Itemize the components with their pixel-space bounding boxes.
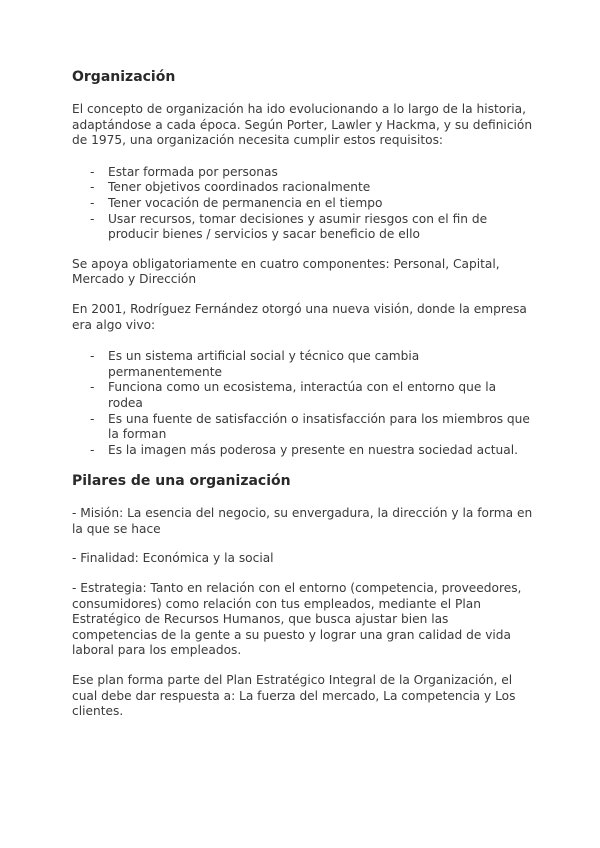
list-item-text: Es la imagen más poderosa y presente en nuestra sociedad actual.	[108, 442, 519, 457]
list-item	[72, 349, 534, 380]
components-paragraph: Se apoya obligatoriamente en cuatro componentes: Personal, Capital, Mercado y Dirección	[72, 256, 500, 287]
list-item-text: Tener objetivos coordinados racionalmente	[108, 180, 371, 195]
list-dash: -	[90, 164, 95, 179]
list-dash: -	[90, 195, 95, 210]
vision-list	[72, 349, 534, 458]
list-item-text: Usar recursos, tomar decisiones y asumir riesgos con el fin de producir bienes / servicios y sacar beneficio de ello	[108, 211, 488, 242]
finalidad-paragraph: - Finalidad: Económica y la social	[72, 551, 274, 566]
document-page	[72, 68, 534, 720]
list-item	[72, 196, 534, 212]
mision-paragraph: - Misión: La esencia del negocio, su envergadura, la dirección y la forma en la que se hace	[72, 506, 533, 536]
list-item-text: Es un sistema artificial social y técnico que cambia permanentemente	[108, 349, 420, 379]
list-item-text: Funciona como un ecosistema, interactúa con el entorno que la rodea	[108, 380, 497, 410]
list-item	[72, 212, 534, 243]
list-item-text: Estar formada por personas	[108, 164, 278, 179]
list-item	[72, 412, 534, 443]
section-heading-organizacion: Organización	[72, 69, 176, 85]
estrategia-paragraph: - Estrategia: Tanto en relación con el entorno (competencia, proveedores, consumidores) como relación con tus empleados, mediante el Plan Estratégico de Recursos Humanos, que busca ajustar bien las competencias de la gente a su puesto y lograr una gran calidad de vida laboral para los empleados.	[72, 581, 522, 658]
list-dash: -	[90, 411, 95, 426]
intro-paragraph: El concepto de organización ha ido evolucionando a lo largo de la historia, adaptándose a cada época. Según Porter, Lawler y Hackma, y su definición de 1975, una organización necesita cumplir estos requisitos:	[72, 102, 533, 148]
list-item	[72, 380, 534, 411]
list-item	[72, 165, 534, 181]
list-dash: -	[90, 380, 95, 395]
list-dash: -	[90, 180, 95, 195]
list-item-text: Es una fuente de satisfacción o insatisfacción para los miembros que la forman	[108, 411, 530, 442]
list-dash: -	[90, 211, 95, 226]
section-heading-pilares: Pilares de una organización	[72, 473, 291, 490]
list-dash: -	[90, 349, 95, 364]
requirements-list	[72, 165, 534, 243]
list-dash: -	[90, 442, 95, 457]
list-item	[72, 180, 534, 196]
list-item-text: Tener vocación de permanencia en el tiempo	[108, 195, 383, 210]
vision-paragraph: En 2001, Rodríguez Fernández otorgó una nueva visión, donde la empresa era algo vivo:	[72, 301, 527, 332]
list-item	[72, 443, 534, 459]
plan-paragraph: Ese plan forma parte del Plan Estratégico Integral de la Organización, el cual debe dar respuesta a: La fuerza del mercado, La competencia y Los clientes.	[72, 673, 516, 719]
